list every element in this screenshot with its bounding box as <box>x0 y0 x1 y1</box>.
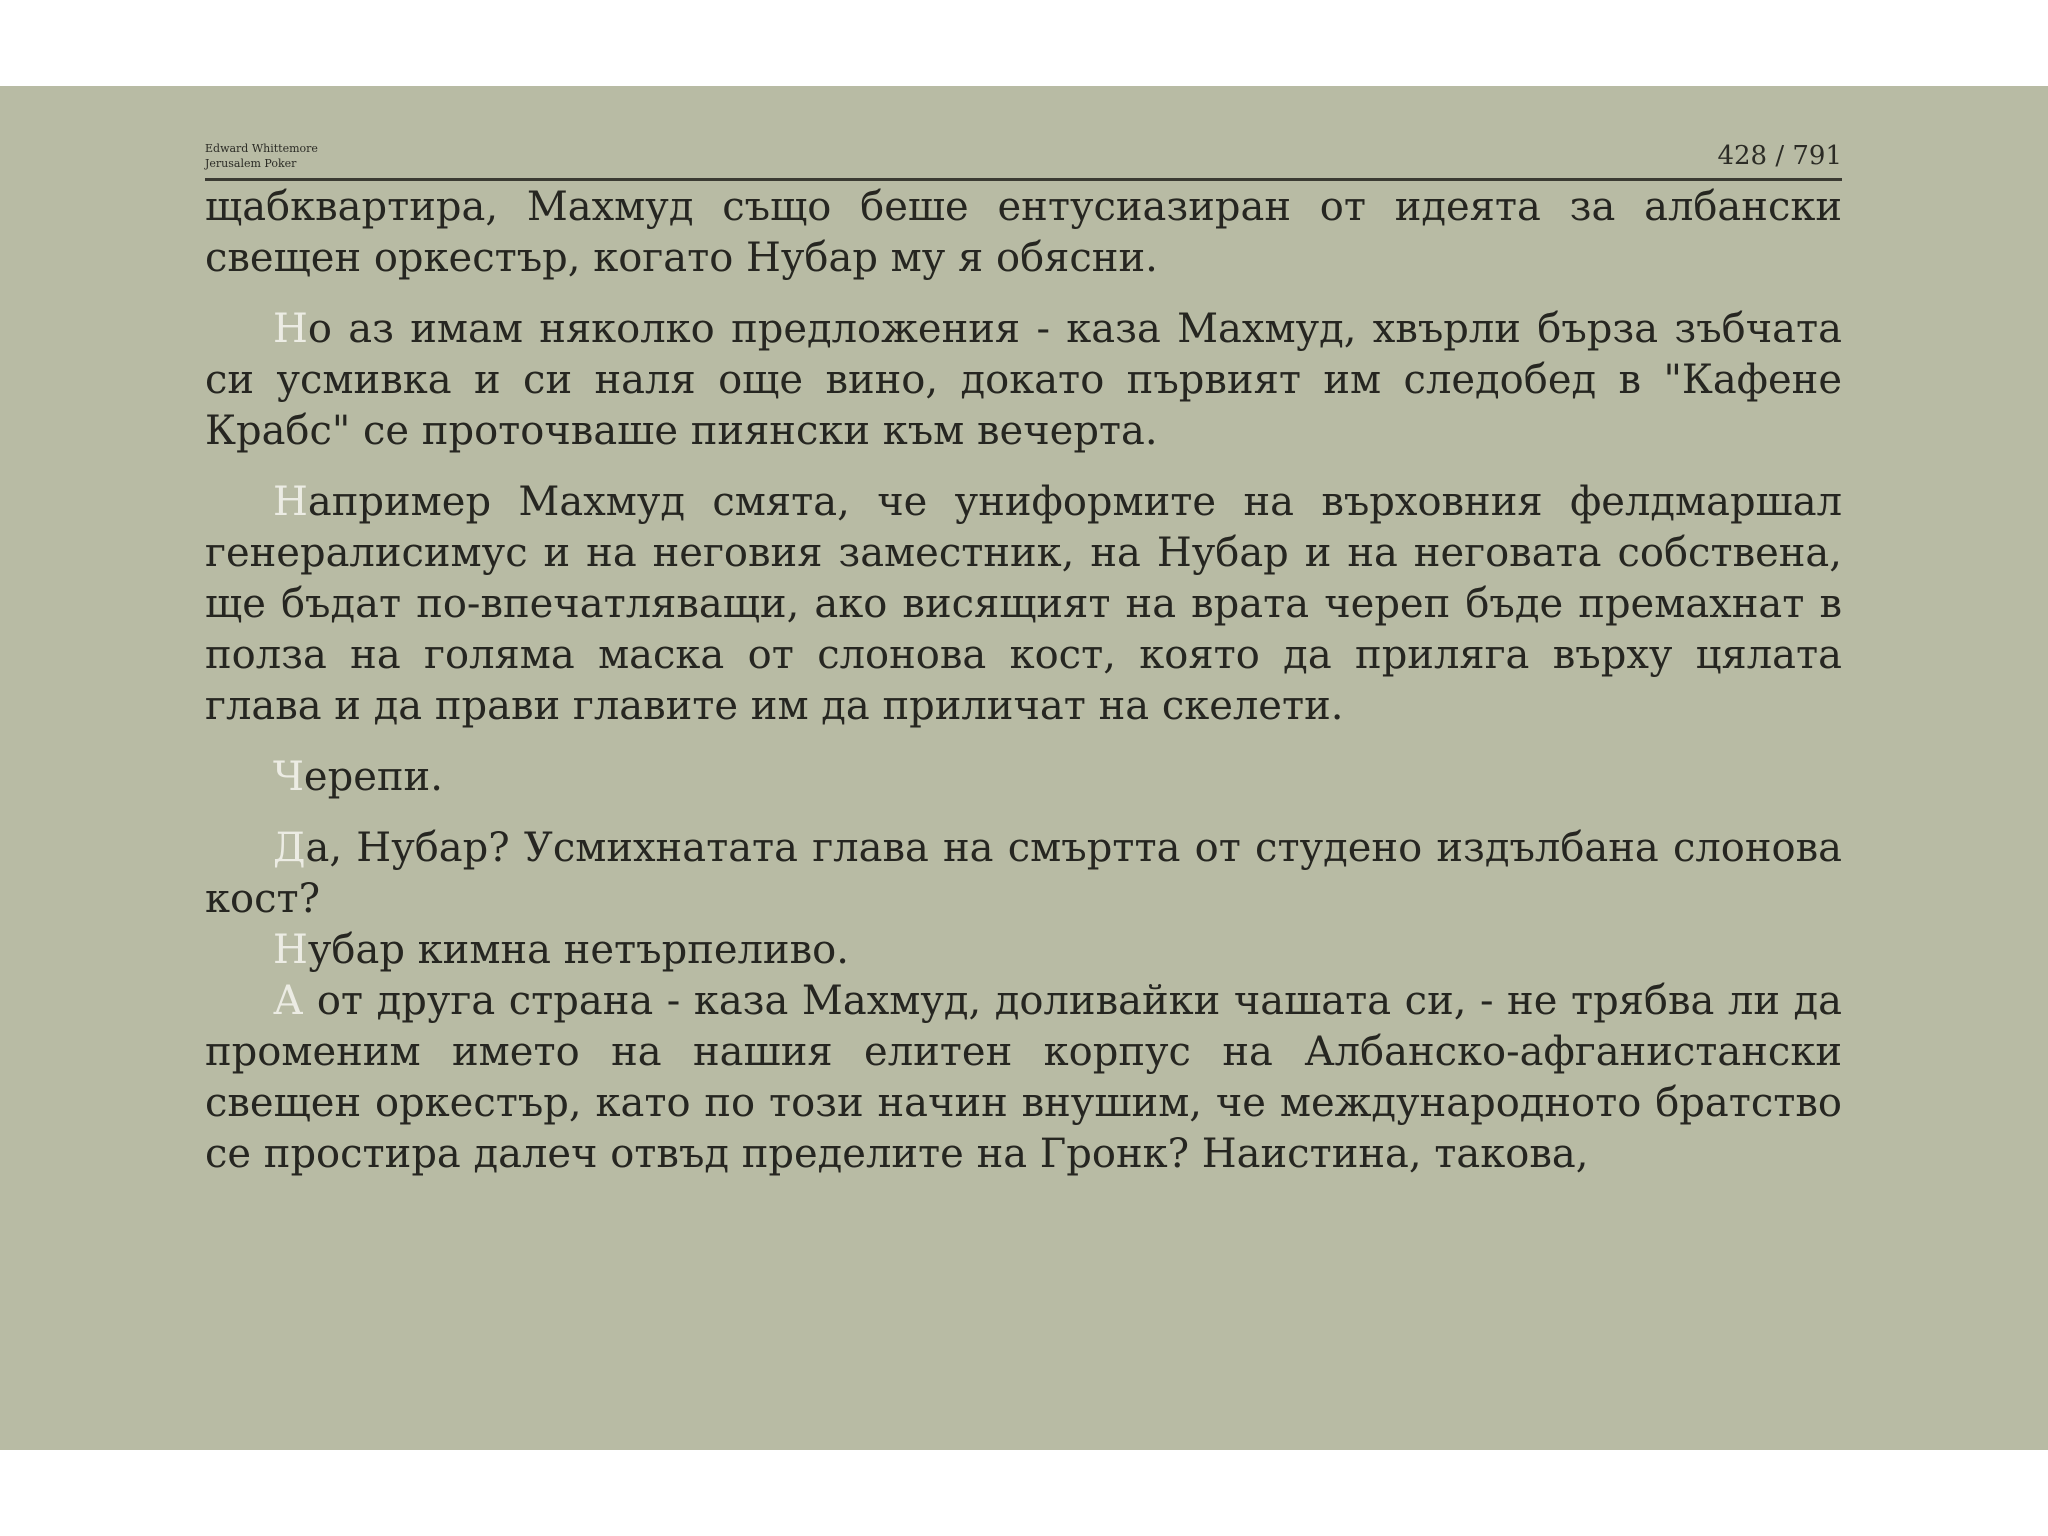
page-body <box>205 182 1842 1180</box>
paragraph-initial: Н <box>273 479 308 525</box>
paragraph <box>205 752 1842 803</box>
paragraph-initial: Н <box>273 306 308 352</box>
paragraph-text: ерепи. <box>303 754 443 800</box>
paragraph <box>205 182 1842 284</box>
book-title: Jerusalem Poker <box>205 157 297 170</box>
paragraph-text: щабквартира, Махмуд също беше ентусиазиран от идеята за албански свещен оркестър, когато Нубар му я обясни. <box>205 184 1842 281</box>
paragraph-text: о аз имам няколко предложения - каза Махмуд, хвърли бърза зъбчата си усмивка и си наля още вино, докато първият им следобед в "Кафене Крабс" се проточваше пиянски към вечерта. <box>205 306 1842 454</box>
paragraph-initial: Д <box>273 825 306 871</box>
book-meta <box>205 141 318 171</box>
author-name: Edward Whittemore <box>205 142 318 155</box>
paragraph <box>205 477 1842 732</box>
paragraph-initial: Н <box>273 927 308 973</box>
page-header <box>205 136 1842 181</box>
page-number: 428 / 791 <box>1717 141 1842 171</box>
paragraph-text: убар кимна нетърпеливо. <box>307 927 849 973</box>
paragraph-initial: А <box>273 978 304 1024</box>
paragraph <box>205 304 1842 457</box>
paragraph-initial: Ч <box>273 754 304 800</box>
paragraph-text: а, Нубар? Усмихнатата глава на смъртта от студено издълбана слонова кост? <box>205 825 1842 922</box>
paragraph <box>205 976 1842 1180</box>
paragraph <box>205 925 1842 976</box>
paragraph <box>205 823 1842 925</box>
paragraph-text: от друга страна - каза Махмуд, доливайки чашата си, - не трябва ли да променим името на нашия елитен корпус на Албанско-афганистански свещен оркестър, като по този начин внушим, че международното братство се простира далеч отвъд пределите на Гронк? Наистина, такова, <box>205 978 1842 1177</box>
paragraph-text: апример Махмуд смята, че униформите на върховния фелдмаршал генералисимус и на неговия заместник, на Нубар и на неговата собствена, ще бъдат по-впечатляващи, ако висящият на врата череп бъде премахнат в полза на голяма маска от слонова кост, която да приляга върху цялата глава и да прави главите им да приличат на скелети. <box>205 479 1842 729</box>
